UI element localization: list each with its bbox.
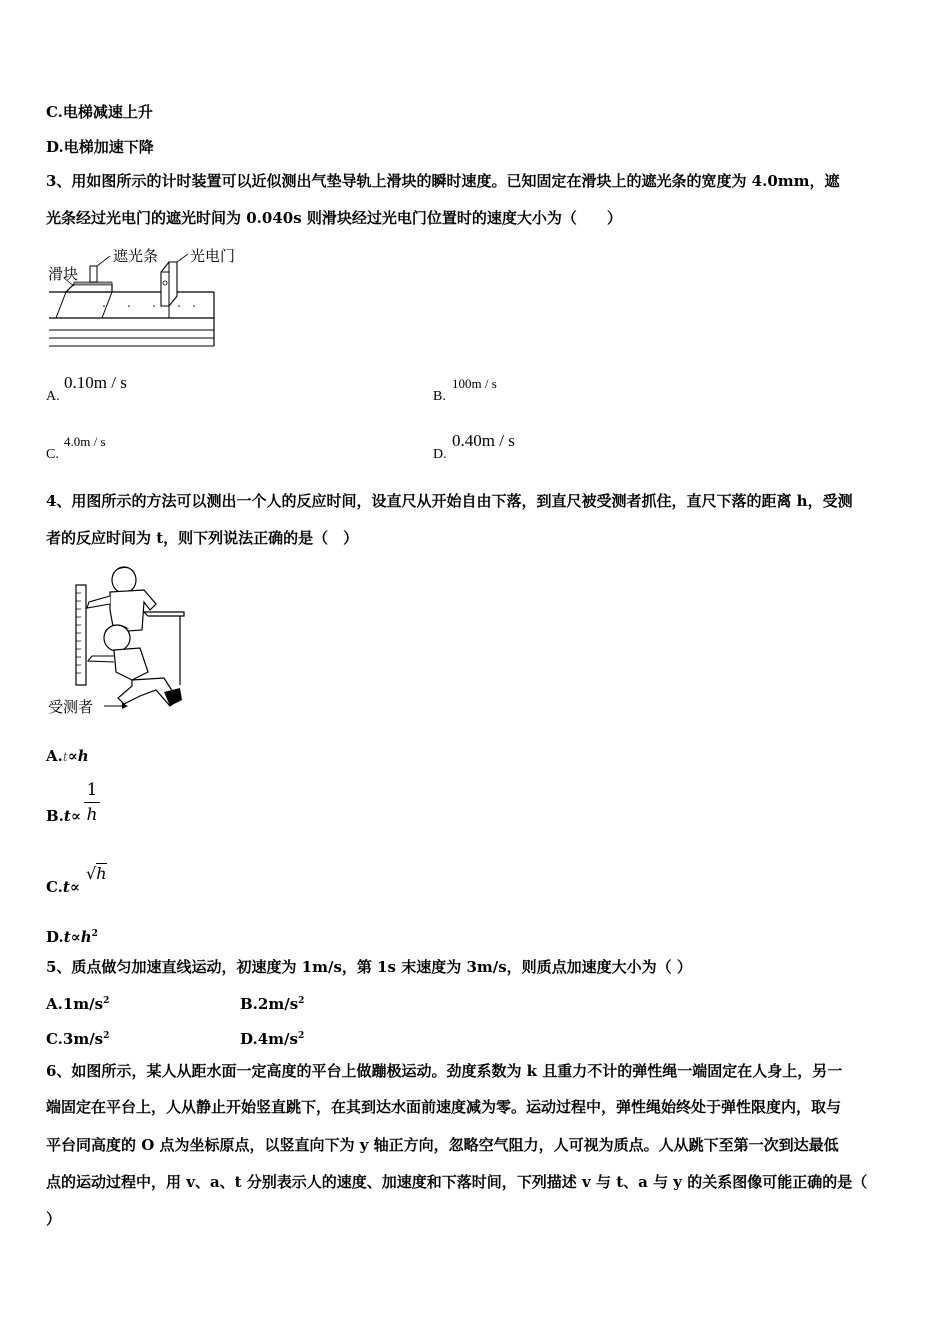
q4-option-a: A.t∝h xyxy=(46,747,89,765)
q3-option-c-letter: C. xyxy=(46,447,59,462)
option-c-q2: C.电梯减速上升 xyxy=(46,103,153,121)
q4-text-line2: 者的反应时间为 t，则下列说法正确的是（ ） xyxy=(46,529,359,547)
q4-option-c-radical: √h xyxy=(86,864,107,883)
q4-option-d: $D.t\propto h^2$ xyxy=(46,928,98,946)
tested-person-label: 受测者 xyxy=(48,698,94,716)
q3-option-b-letter: B. xyxy=(433,389,446,404)
q3-text-line2: 光条经过光电门的遮光时间为 0.040s 则滑块经过光电门位置时的速度大小为（ ） xyxy=(46,209,622,227)
q3-option-d-value: 0.40m / s xyxy=(452,431,515,450)
q4-option-b-fraction: 1 h xyxy=(84,780,100,825)
q5-option-a: $A.1m/s^2$ xyxy=(46,995,110,1013)
q3-option-a-value: 0.10m / s xyxy=(64,373,127,392)
option-d-q2: D.电梯加速下降 xyxy=(46,138,154,156)
q6-text-line3: 平台同高度的 O 点为坐标原点，以竖直向下为 y 轴正方向，忽略空气阻力，人可视为质点。人从跳下至第一次到达最低 xyxy=(46,1136,839,1154)
q5-text: 5、质点做匀加速直线运动，初速度为 1m/s，第 1s 末速度为 3m/s，则质点加速度大小为（ ） xyxy=(46,958,692,976)
q3-option-c-value: 4.0m / s xyxy=(64,434,106,449)
q6-text-line5: ） xyxy=(46,1210,62,1228)
strip-label: 遮光条 xyxy=(113,247,159,265)
q3-option-a-letter: A. xyxy=(46,389,60,404)
q4-option-c: C.t∝ xyxy=(46,878,80,896)
q6-text-line1: 6、如图所示，某人从距水面一定高度的平台上做蹦极运动。劲度系数为 k 且重力不计的弹性绳一端固定在人身上，另一 xyxy=(46,1062,843,1080)
q3-option-d-letter: D. xyxy=(433,447,447,462)
q6-text-line2: 端固定在平台上，人从静止开始竖直跳下，在其到达水面前速度减为零。运动过程中，弹性绳始终处于弹性限度内，取与 xyxy=(46,1098,842,1116)
q6-text-line4: 点的运动过程中，用 v、a、t 分别表示人的速度、加速度和下落时间，下列描述 v 与 t、a 与 y 的关系图像可能正确的是（ xyxy=(46,1173,868,1191)
q4-text-line1: 4、用图所示的方法可以测出一个人的反应时间，设直尺从开始自由下落，到直尺被受测者抓住，直尺下落的距离 h，受测 xyxy=(46,492,853,510)
q5-option-b: $B.2m/s^2$ xyxy=(240,995,305,1013)
q3-option-b-value: 100m / s xyxy=(452,376,497,391)
q5-option-c: $C.3m/s^2$ xyxy=(46,1030,110,1048)
q5-option-d: $D.4m/s^2$ xyxy=(240,1030,305,1048)
gate-label: 光电门 xyxy=(190,247,236,265)
q3-text-line1: 3、用如图所示的计时装置可以近似测出气垫导轨上滑块的瞬时速度。已知固定在滑块上的遮光条的宽度为 4.0mm，遮 xyxy=(46,172,840,190)
slider-label: 滑块 xyxy=(48,265,79,283)
q4-option-b: B.t∝ xyxy=(46,807,81,825)
